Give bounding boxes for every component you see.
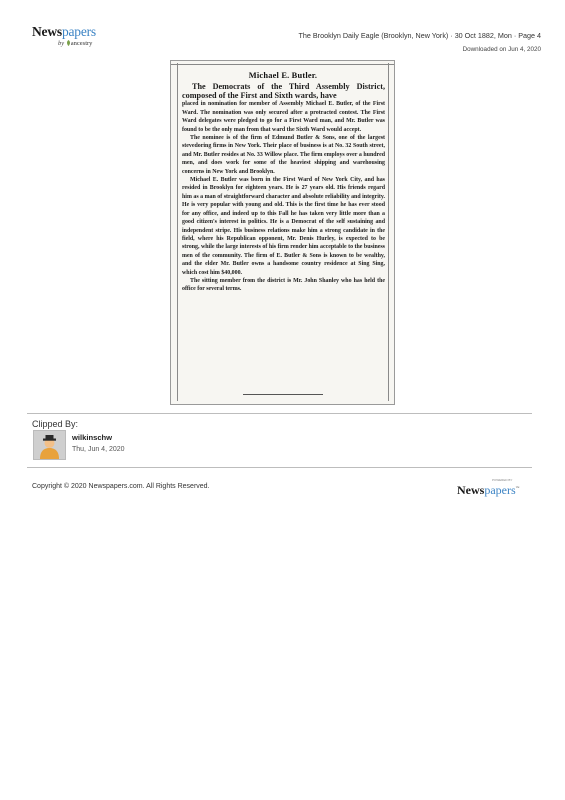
clipper-username[interactable]: wilkinschw xyxy=(72,433,113,442)
copyright-notice: Copyright © 2020 Newspapers.com. All Rights Reserved. xyxy=(32,483,210,490)
article-lead: The Democrats of the Third Assembly District, composed of the First and Sixth wards, have xyxy=(182,82,385,101)
logo-wordmark xyxy=(32,25,122,39)
logo-byline xyxy=(58,40,122,47)
download-date: Downloaded on Jun 4, 2020 xyxy=(462,46,541,53)
clipping-column xyxy=(177,63,389,401)
user-avatar-icon xyxy=(34,431,65,459)
divider-top xyxy=(27,413,532,414)
footer-logo-wordmark xyxy=(457,483,520,498)
footer-logo-news: News xyxy=(457,483,485,497)
article-paragraph: The nominee is of the firm of Edmund Butler & Sons, one of the largest stevedoring firms in New York. Their place of business is at No. 32 South street, and Mr. Butler resides at No. 33 Willow place. The firm employs over a hundred men, and does work for some of the heaviest shipping and warehousing concerns in New York and Brooklyn. xyxy=(182,135,385,175)
footer-logo-papers: papers xyxy=(484,483,516,497)
clipped-by-label: Clipped By: xyxy=(32,419,79,429)
logo-news-text: News xyxy=(32,24,62,39)
article-body xyxy=(182,82,385,294)
footer-logo-tm: ™ xyxy=(515,485,520,490)
newspaper-clipping[interactable] xyxy=(170,60,395,405)
clip-date: Thu, Jun 4, 2020 xyxy=(72,446,125,453)
newspapers-logo[interactable] xyxy=(32,25,122,53)
logo-ancestry-text: ancestry xyxy=(70,40,93,47)
divider-bottom xyxy=(27,467,532,468)
user-avatar[interactable] xyxy=(33,430,66,460)
logo-by-text: by xyxy=(58,40,65,47)
logo-papers-text: papers xyxy=(61,24,96,39)
article-title: Michael E. Butler. xyxy=(248,71,318,80)
article-paragraph: The sitting member from the district is Mr. John Shanley who has held the office for several terms. xyxy=(182,277,385,293)
powered-by-text: POWERED BY xyxy=(492,478,513,482)
publication-header xyxy=(299,31,542,53)
publication-line: The Brooklyn Daily Eagle (Brooklyn, New York) · 30 Oct 1882, Mon · Page 4 xyxy=(298,31,541,40)
article-end-rule xyxy=(243,394,323,395)
article-paragraph: Michael E. Butler was born in the First Ward of New York City, and has resided in Brooklyn for eighteen years. He is 27 years old. His friends regard him as a man of straightforward character and absolute reliability and integrity. He is very popular with young and old. This is the first time he has ever stood for any office, and indeed up to this Fall he has taken very little more than a good citizen's interest in politics. He is a Democrat of the self sustaining and independent stripe. His business relations make him a strong candidate in the field, where his Republican opponent, Mr. Denis Hurley, is expected to be strong, while the large interests of his firm render him acceptable to the business men of the community. The firm of E. Butler & Sons is known to be wealthy, and the elder Mr. Butler owns a handsome country residence at Sing Sing, which cost him $40,000. xyxy=(182,177,385,276)
article-paragraph: placed in nomination for member of Assembly Michael E. Butler, of the First Ward. The nomination was only secured after a protracted contest. The First Ward delegates were pledged to go for a First Ward man, and Mr. Butler was found to be the only man from that ward the Sixth Ward would accept. xyxy=(182,101,385,133)
footer-newspapers-logo[interactable] xyxy=(457,480,529,496)
